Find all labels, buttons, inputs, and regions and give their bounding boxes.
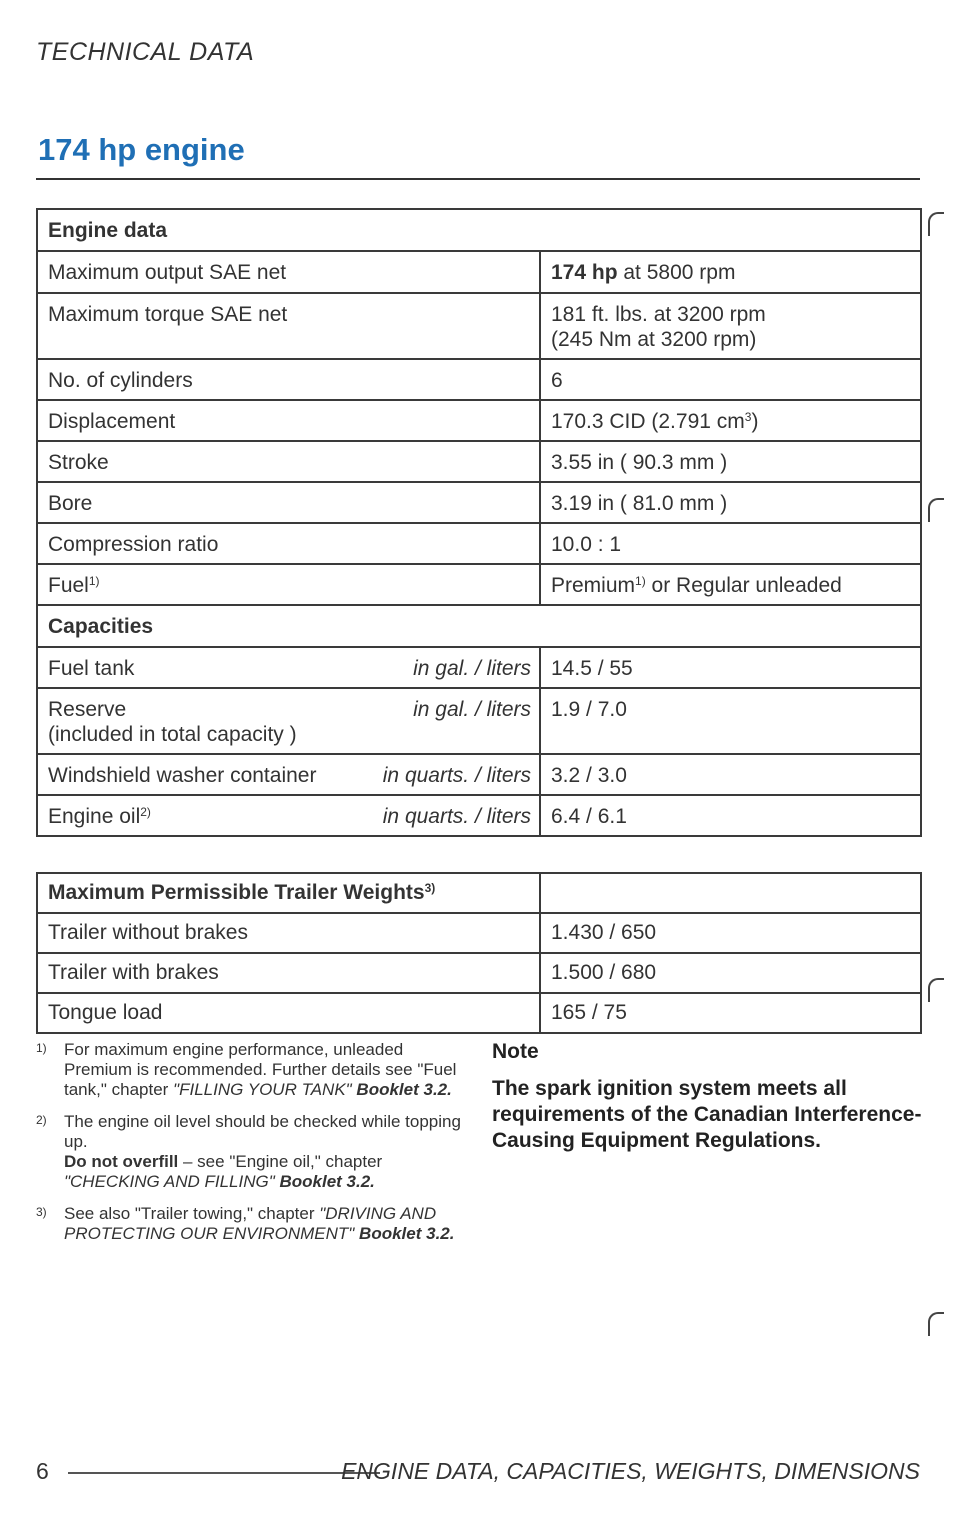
heading-divider (36, 178, 920, 180)
row-label: Trailer with brakes (37, 953, 540, 993)
displacement-tail: ) (751, 410, 759, 433)
corner-mark (928, 212, 944, 236)
footnote-text: See also "Trailer towing," chapter (64, 1204, 320, 1223)
footnote-2 (36, 1112, 472, 1192)
table-row (37, 795, 921, 836)
corner-mark (928, 1312, 944, 1336)
row-label (37, 754, 540, 795)
row-value (540, 251, 921, 293)
row-value: 1.500 / 680 (540, 953, 921, 993)
table-row (37, 441, 921, 482)
fuel-label: Fuel (48, 574, 89, 597)
fuel-tail: or Regular unleaded (645, 574, 842, 597)
superscript: 2) (140, 805, 151, 819)
table-row (37, 754, 921, 795)
row-value: 1.430 / 650 (540, 913, 921, 953)
row-value (540, 400, 921, 441)
table-row (37, 993, 921, 1033)
table-row (37, 913, 921, 953)
row-label: Tongue load (37, 993, 540, 1033)
footnote-booklet: Booklet 3.2. (354, 1224, 455, 1243)
trailer-weights-table (36, 872, 922, 1034)
row-value: 3.19 in ( 81.0 mm ) (540, 482, 921, 523)
footnote-text: The engine oil level should be checked while topping up. (64, 1112, 461, 1151)
row-label: Displacement (37, 400, 540, 441)
footnote-1 (36, 1040, 472, 1100)
capacity-sublabel: (included in total capacity ) (48, 723, 297, 746)
footnote-chapter: "DRIVING AND PROTECTING OUR ENVIRONMENT" (64, 1204, 437, 1243)
row-value: 10.0 : 1 (540, 523, 921, 564)
table-row (37, 251, 921, 293)
footnote-text: For maximum engine performance, unleaded Premium is recommended. Further details see "Fuel tank," chapter (64, 1040, 457, 1099)
row-label: Bore (37, 482, 540, 523)
footnote-marker: 3) (36, 1205, 47, 1219)
torque-imperial: 181 ft. lbs. at 3200 rpm (551, 303, 766, 326)
footer-title: ENGINE DATA, CAPACITIES, WEIGHTS, DIMENSIONS (341, 1458, 920, 1484)
table-row (37, 564, 921, 605)
table-row (37, 482, 921, 523)
unit-label: in gal. / liters (413, 657, 531, 680)
capacities-header: Capacities (37, 605, 921, 647)
output-rpm: at 5800 rpm (617, 261, 736, 284)
capacity-label: Windshield washer container (48, 764, 317, 787)
trailer-header-empty (540, 873, 921, 913)
footnote-3 (36, 1204, 472, 1244)
displacement-value: 170.3 CID (2.791 cm (551, 410, 745, 433)
row-label: Trailer without brakes (37, 913, 540, 953)
footnote-chapter: "FILLING YOUR TANK" (173, 1080, 352, 1099)
row-value: 1.9 / 7.0 (540, 688, 921, 754)
page-number: 6 (36, 1458, 49, 1484)
note-title: Note (492, 1040, 539, 1063)
note-text: The spark ignition system meets all requirements of the Canadian Interference-Causing Equipment Regulations. (492, 1077, 922, 1152)
footer-rule (68, 1472, 380, 1474)
footnote-marker: 1) (36, 1041, 47, 1055)
footnote-booklet: Booklet 3.2. (274, 1172, 375, 1191)
table-row (37, 647, 921, 688)
corner-mark (928, 498, 944, 522)
trailer-header-text: Maximum Permissible Trailer Weights (48, 881, 425, 904)
row-value: 6.4 / 6.1 (540, 795, 921, 836)
table-row (37, 400, 921, 441)
row-label: Compression ratio (37, 523, 540, 564)
torque-metric: (245 Nm at 3200 rpm) (551, 328, 757, 351)
superscript: 1) (635, 574, 646, 588)
row-value: 14.5 / 55 (540, 647, 921, 688)
row-value: 3.2 / 3.0 (540, 754, 921, 795)
table-row (37, 359, 921, 400)
superscript: 3 (744, 410, 752, 424)
row-label: Maximum torque SAE net (37, 293, 540, 359)
engine-data-header: Engine data (37, 209, 921, 251)
footnote-marker: 2) (36, 1113, 47, 1127)
row-value: 6 (540, 359, 921, 400)
footnote-chapter: "CHECKING AND FILLING" (64, 1172, 275, 1191)
table-row (37, 523, 921, 564)
superscript: 3) (424, 881, 436, 895)
row-label (37, 795, 540, 836)
corner-mark (928, 978, 944, 1002)
row-value (540, 293, 921, 359)
row-value: 165 / 75 (540, 993, 921, 1033)
capacity-label: Engine oil (48, 805, 141, 828)
superscript: 1) (88, 574, 100, 588)
row-label: Stroke (37, 441, 540, 482)
note-box (492, 1040, 932, 1154)
capacity-label: Fuel tank (48, 657, 135, 680)
unit-label: in quarts. / liters (382, 764, 531, 787)
row-label (37, 647, 540, 688)
table-row (37, 953, 921, 993)
unit-label: in quarts. / liters (382, 805, 531, 828)
page-title: 174 hp engine (38, 132, 245, 167)
section-label: TECHNICAL DATA (36, 38, 255, 66)
trailer-header (37, 873, 540, 913)
row-label: No. of cylinders (37, 359, 540, 400)
footnote-warning: Do not overfill (64, 1152, 179, 1171)
output-hp: 174 hp (551, 261, 618, 284)
footnote-booklet: Booklet 3.2. (351, 1080, 452, 1099)
table-row (37, 293, 921, 359)
row-label: Maximum output SAE net (37, 251, 540, 293)
row-label (37, 564, 540, 605)
row-value (540, 564, 921, 605)
unit-label: in gal. / liters (413, 698, 531, 721)
table-row (37, 688, 921, 754)
capacity-label: Reserve (48, 698, 127, 721)
row-value: 3.55 in ( 90.3 mm ) (540, 441, 921, 482)
row-label (37, 688, 540, 754)
footnotes (36, 1040, 472, 1256)
footnote-text: – see "Engine oil," chapter (178, 1152, 383, 1171)
engine-data-table (36, 208, 922, 837)
fuel-premium: Premium (551, 574, 636, 597)
